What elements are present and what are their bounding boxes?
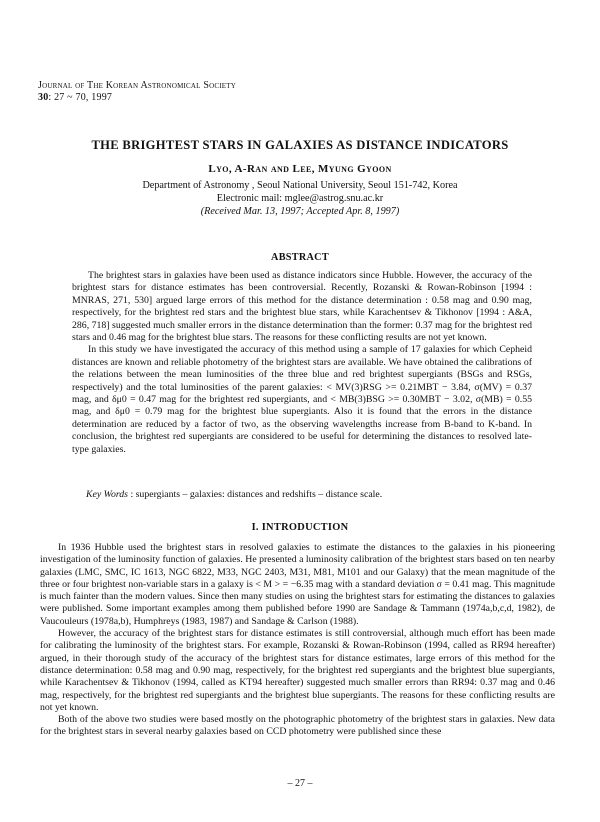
abstract-body (72, 270, 532, 456)
journal-header (38, 80, 236, 104)
journal-name: Journal of The Korean Astronomical Society (38, 80, 236, 91)
abstract-paragraph: In this study we have investigated the accuracy of this method using a sample of 17 galaxies for which Cepheid distances are known and reliable photometry of the brightest stars are available. We have obtained the calibrations of the relations between the mean luminosities of the three blue and red brightest supergiants (BSGs and RSGs, respectively) and the total luminosities of the parent galaxies: < MV(3)RSG >= 0.21MBT − 3.84, σ(MV) = 0.37 mag, and δμ0 = 0.47 mag for the brightest red supergiants, and < MB(3)BSG >= 0.30MBT − 3.02, σ(MB) = 0.55 mag, and δμ0 = 0.79 mag for the brightest blue supergiants. Also it is found that the errors in the distance determination are reduced by a factor of two, as the observing wavelengths increase from B-band to K-band. In conclusion, the brightest red supergiants are considered to be useful for determining the distances to resolved late-type galaxies. (72, 344, 532, 455)
intro-paragraph: However, the accuracy of the brightest stars for distance estimates is still controversial, although much effort has been made for calibrating the luminosity of the brightest stars. For example, Rozanski & Rowan-Robinson (1994, called as RR94 hereafter) argued, in their thorough study of the accuracy of the brightest stars for distance estimates, large errors of this method for the distance determination: 0.58 mag and 0.90 mag, respectively, for the brightest red supergiants and the brightest blue supergiants, while Karachentsev & Tikhonov (1994, called as KT94 hereafter) suggested much smaller errors than RR94: 0.37 mag and 0.46 mag, respectively, for the brightest red supergiants and the brightest blue supergiants. The reasons for these conflicting results are not yet known. (40, 628, 555, 713)
intro-body (40, 542, 555, 739)
keywords (86, 489, 382, 500)
page-number: – 27 – (287, 778, 313, 789)
abstract-heading: ABSTRACT (271, 252, 329, 263)
journal-volume: 30 (38, 92, 49, 103)
affiliation-block (0, 179, 600, 218)
intro-paragraph: In 1936 Hubble used the brightest stars in resolved galaxies to estimate the distances to the galaxies in his pioneering investigation of the luminosity function of galaxies. He presented a luminosity calibration of the brightest stars based on ten nearby galaxies (LMC, SMC, IC 1613, NGC 6822, M33, NGC 2403, M31, M81, M101 and our Galaxy) that the mean magnitude of the three or four brightest non-variable stars in a galaxy is < M > = −6.35 mag with a standard deviation σ = 0.41 mag. This magnitude is much fainter than the modern values. Since then many studies on using the brightest stars for estimating the distances to galaxies were published. Some important examples among them published before 1990 are Sandage & Tammann (1974a,b,c,d, 1982), de Vaucouleurs (1978a,b), Humphreys (1983, 1987) and Sandage & Carlson (1988). (40, 542, 555, 627)
affiliation: Department of Astronomy , Seoul National University, Seoul 151-742, Korea (142, 180, 458, 191)
paper-authors: Lyo, A-Ran and Lee, Myung Gyoon (208, 163, 392, 175)
paper-title: THE BRIGHTEST STARS IN GALAXIES AS DISTANCE INDICATORS (91, 138, 509, 152)
journal-pages: : 27 ~ 70, 1997 (48, 92, 113, 103)
intro-paragraph: Both of the above two studies were based mostly on the photographic photometry of the brightest stars in galaxies. New data for the brightest stars in several nearby galaxies based on CCD photometry were published since these (40, 714, 555, 738)
intro-heading: I. INTRODUCTION (251, 522, 349, 533)
keywords-label: Key Words (86, 489, 128, 500)
received-dates: (Received Mar. 13, 1997; Accepted Apr. 8, 1997) (200, 206, 400, 217)
journal-volume-line (38, 92, 236, 104)
abstract-paragraph: The brightest stars in galaxies have been used as distance indicators since Hubble. However, the accuracy of the brightest stars for distance estimates has been controversial. Recently, Rozanski & Rowan-Robinson [1994 : MNRAS, 271, 530] argued large errors of this method for the distance determination : 0.58 mag and 0.90 mag, respectively, for the brightest red stars and the brightest blue stars, while Karachentsev & Tikhonov [1994 : A&A, 286, 718] suggested much smaller errors in the distance determination than the former: 0.37 mag for the brightest red stars and 0.46 mag for the brightest blue stars. The reasons for these conflicting results are not yet known. (72, 270, 532, 344)
email: Electronic mail: mglee@astrog.snu.ac.kr (216, 193, 384, 204)
keywords-text: : supergiants – galaxies: distances and redshifts – distance scale. (130, 489, 383, 500)
